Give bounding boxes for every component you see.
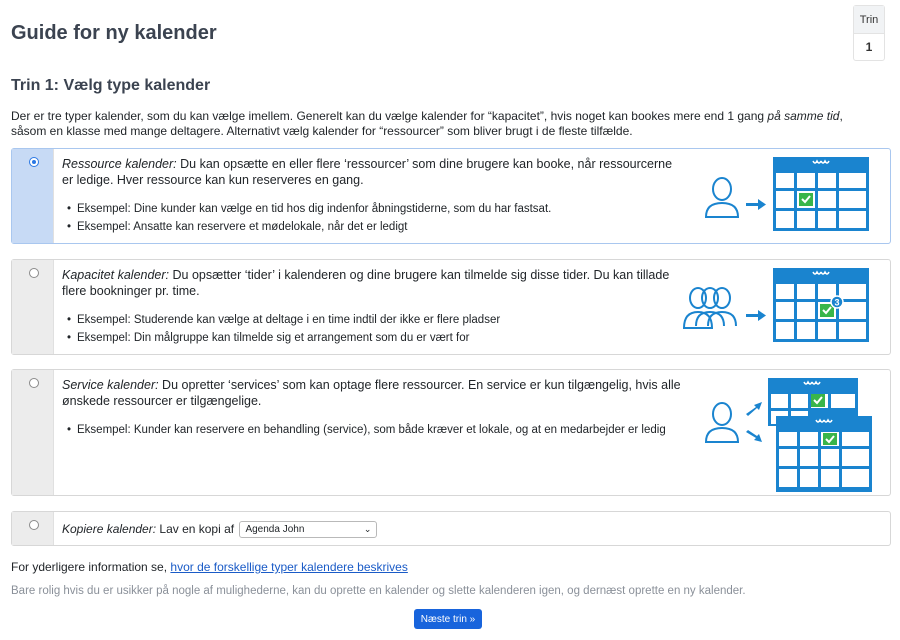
check-icon bbox=[799, 193, 813, 206]
intro-part-2: , såsom en klasse med mange deltagere. Alternativt vælg kalender for “ressourcer” som bliver brugt i de fleste tilfælde. bbox=[11, 109, 843, 138]
next-step-button[interactable]: Næste trin » bbox=[414, 609, 482, 629]
option-description: Lav en kopi af bbox=[156, 522, 238, 536]
option-text bbox=[62, 268, 682, 347]
user-icon bbox=[706, 178, 738, 217]
service-illustration bbox=[696, 376, 876, 492]
option-kopiere-kalender[interactable] bbox=[11, 511, 891, 546]
page-title: Guide for ny kalender bbox=[11, 22, 217, 44]
capacity-illustration bbox=[676, 266, 876, 348]
option-title: Ressource kalender: bbox=[62, 157, 177, 171]
option-description: Du kan opsætte en eller flere ‘ressourcer’ som dine brugere kan booke, når ressourcerne er ledige. Hver ressource kan kun reserveres en gang. bbox=[62, 157, 673, 187]
option-title: Kapacitet kalender: bbox=[62, 268, 170, 282]
more-info-text bbox=[11, 560, 408, 574]
list-item: • Eksempel: Kunder kan reservere en behandling (service), som både kræver et lokale, og at en medarbejder er ledig bbox=[62, 421, 682, 439]
calendar-icon bbox=[776, 416, 872, 492]
list-item: • Eksempel: Din målgruppe kan tilmelde sig et arrangement som du er vært for bbox=[62, 329, 682, 347]
resource-illustration bbox=[696, 155, 876, 237]
option-title: Service kalender: bbox=[62, 378, 159, 392]
radio-column bbox=[12, 149, 54, 243]
arrow-up-right-icon bbox=[746, 402, 762, 416]
section-title: Trin 1: Vælg type kalender bbox=[11, 77, 211, 94]
arrow-right-icon bbox=[746, 199, 766, 210]
intro-emphasis: på samme tid bbox=[767, 109, 840, 123]
list-item: • Eksempel: Dine kunder kan vælge en tid hos dig indenfor åbningstiderne, som du har fastsat. bbox=[62, 200, 682, 218]
radio-service[interactable] bbox=[29, 378, 39, 388]
capacity-badge-count: 3 bbox=[834, 297, 840, 308]
arrow-down-right-icon bbox=[746, 430, 762, 442]
list-item: • Eksempel: Studerende kan vælge at deltage i en time indtil der ikke er flere pladser bbox=[62, 311, 682, 329]
radio-ressource[interactable] bbox=[29, 157, 39, 167]
more-info-prefix: For yderligere information se, bbox=[11, 560, 171, 574]
option-kapacitet-kalender[interactable] bbox=[11, 259, 891, 355]
option-ressource-kalender[interactable] bbox=[11, 148, 891, 244]
radio-kopiere[interactable] bbox=[29, 520, 39, 530]
users-group-icon bbox=[684, 288, 736, 328]
example-list bbox=[62, 200, 682, 236]
option-text bbox=[62, 378, 682, 439]
option-text bbox=[62, 157, 682, 236]
option-description: Du opretter ‘services’ som kan optage flere ressourcer. En service er kun tilgængelig, hvis alle ønskede ressourcer er tilgængelige. bbox=[62, 378, 681, 408]
radio-column bbox=[12, 260, 54, 354]
radio-kapacitet[interactable] bbox=[29, 268, 39, 278]
option-title: Kopiere kalender: bbox=[62, 522, 157, 536]
intro-text bbox=[11, 109, 881, 139]
example-list bbox=[62, 421, 682, 439]
step-number: 1 bbox=[865, 40, 873, 54]
option-description: Du opsætter ‘tider’ i kalenderen og dine brugere kan tilmelde sig disse tider. Du kan tillade flere bookninger pr. time. bbox=[62, 268, 670, 298]
arrow-right-icon bbox=[746, 310, 766, 321]
calendar-icon bbox=[773, 268, 869, 342]
calendar-icon bbox=[773, 157, 869, 231]
option-text bbox=[62, 521, 377, 538]
reassure-text: Bare rolig hvis du er usikker på nogle af mulighederne, kan du oprette en kalender og slette kalenderen igen, og dernæst oprette en ny kalender. bbox=[11, 585, 746, 597]
example-list bbox=[62, 311, 682, 347]
calendar-types-link[interactable]: hvor de forskellige typer kalendere beskrives bbox=[170, 560, 408, 574]
calendar-select-value: Agenda John bbox=[245, 524, 305, 536]
radio-column bbox=[12, 512, 54, 545]
calendar-select[interactable] bbox=[239, 521, 377, 538]
radio-column bbox=[12, 370, 54, 495]
option-service-kalender[interactable] bbox=[11, 369, 891, 496]
check-icon bbox=[823, 433, 837, 445]
step-label: Trin bbox=[854, 6, 884, 34]
list-item: • Eksempel: Ansatte kan reservere et mødelokale, når det er ledigt bbox=[62, 218, 682, 236]
chevron-down-icon: ⌄ bbox=[363, 524, 372, 535]
capacity-badge bbox=[831, 296, 843, 308]
user-icon bbox=[706, 403, 738, 442]
intro-part-1: Der er tre typer kalender, som du kan vælge imellem. Generelt kan du vælge kalender for “kapacitet”, hvis noget kan bookes mere end 1 gang bbox=[11, 109, 768, 123]
check-icon bbox=[811, 394, 825, 407]
step-indicator bbox=[853, 5, 885, 61]
